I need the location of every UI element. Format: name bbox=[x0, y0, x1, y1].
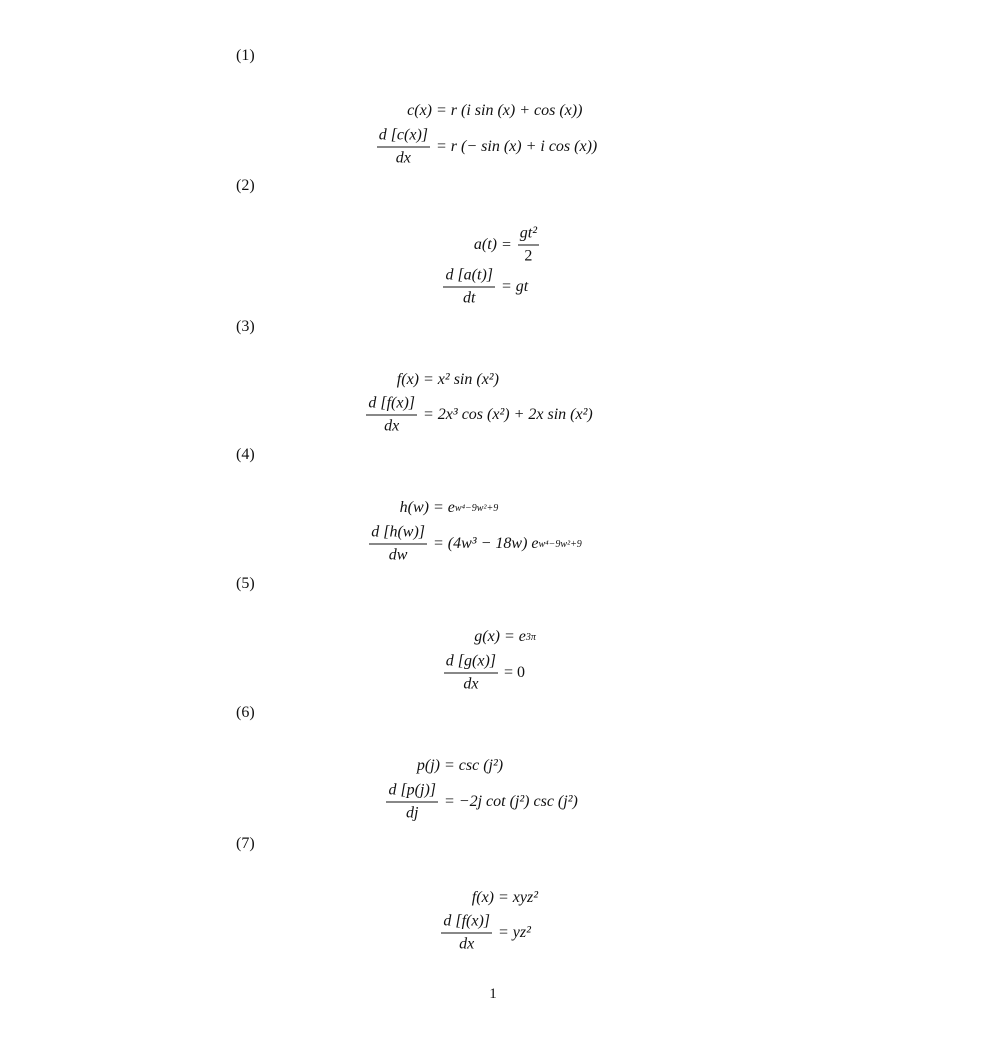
derivative-lhs bbox=[364, 395, 419, 436]
problem-number: (2) bbox=[236, 177, 255, 194]
derivative-rhs: = 0 bbox=[504, 664, 526, 681]
function-rhs: = x² sin (x²) bbox=[423, 371, 499, 388]
exponent: w⁴−9w²+9 bbox=[454, 502, 499, 514]
function-rhs: = e w⁴−9w²+9 bbox=[433, 499, 499, 516]
derivative-rhs: = (4w³ − 18w) e w⁴−9w²+9 bbox=[433, 535, 582, 552]
function-lhs: h(w) bbox=[399, 499, 429, 516]
derivative-fraction: $\frac{d [h(w)]}{dw}$ bbox=[371, 523, 425, 564]
problem-number: (6) bbox=[236, 704, 255, 721]
problem-number: (5) bbox=[236, 575, 255, 592]
derivative-fraction: $\frac{d [a(t)]}{dt}$ bbox=[445, 266, 493, 307]
function-rhs: = $\frac{\text{gt²}}{2}$ bbox=[501, 224, 538, 265]
function-rhs: = e 3π bbox=[504, 628, 536, 645]
derivative-lhs bbox=[367, 524, 429, 565]
problem-number: (4) bbox=[236, 446, 255, 463]
derivative-fraction: $\frac{d [f(x)]}{dx}$ bbox=[443, 912, 490, 953]
function-rhs: = r (i sin (x) + cos (x)) bbox=[436, 102, 583, 119]
problem-number: (7) bbox=[236, 835, 255, 852]
function-rhs: = csc (j²) bbox=[444, 757, 504, 774]
derivative-lhs bbox=[375, 127, 432, 168]
derivative-fraction: $\frac{d [f(x)]}{dx}$ bbox=[368, 394, 415, 435]
function-lhs: f(x) bbox=[396, 371, 419, 388]
function-lhs: a(t) bbox=[473, 236, 497, 253]
derivative-fraction: $\frac{d [g(x)]}{dx}$ bbox=[445, 652, 496, 693]
derivative-rhs: = 2x³ cos (x²) + 2x sin (x²) bbox=[423, 406, 593, 423]
derivative-rhs: = yz² bbox=[498, 924, 531, 941]
derivative-lhs bbox=[442, 653, 500, 694]
problem-number: (1) bbox=[236, 47, 255, 64]
function-lhs: f(x) bbox=[471, 889, 494, 906]
derivative-fraction: $\frac{d [c(x)]}{dx}$ bbox=[378, 126, 428, 167]
exponent: w⁴−9w²+9 bbox=[538, 538, 582, 550]
derivative-lhs bbox=[441, 267, 497, 308]
function-rhs: = xyz² bbox=[498, 889, 539, 906]
derivative-lhs bbox=[384, 782, 440, 823]
derivative-fraction: $\frac{d [p(j)]}{dj}$ bbox=[388, 781, 436, 822]
derivative-lhs bbox=[439, 913, 494, 954]
function-fraction: $\frac{\text{gt²}}{2}$ bbox=[519, 224, 538, 265]
derivative-rhs: = gt bbox=[501, 278, 529, 295]
function-lhs: g(x) bbox=[474, 628, 500, 645]
derivative-rhs: = −2j cot (j²) csc (j²) bbox=[444, 793, 578, 810]
page-number: 1 bbox=[489, 986, 497, 1002]
function-lhs: c(x) bbox=[407, 102, 432, 119]
function-lhs: p(j) bbox=[416, 757, 440, 774]
derivative-rhs: = r (− sin (x) + i cos (x)) bbox=[436, 138, 598, 155]
exponent: 3π bbox=[525, 631, 536, 643]
problem-number: (3) bbox=[236, 318, 255, 335]
